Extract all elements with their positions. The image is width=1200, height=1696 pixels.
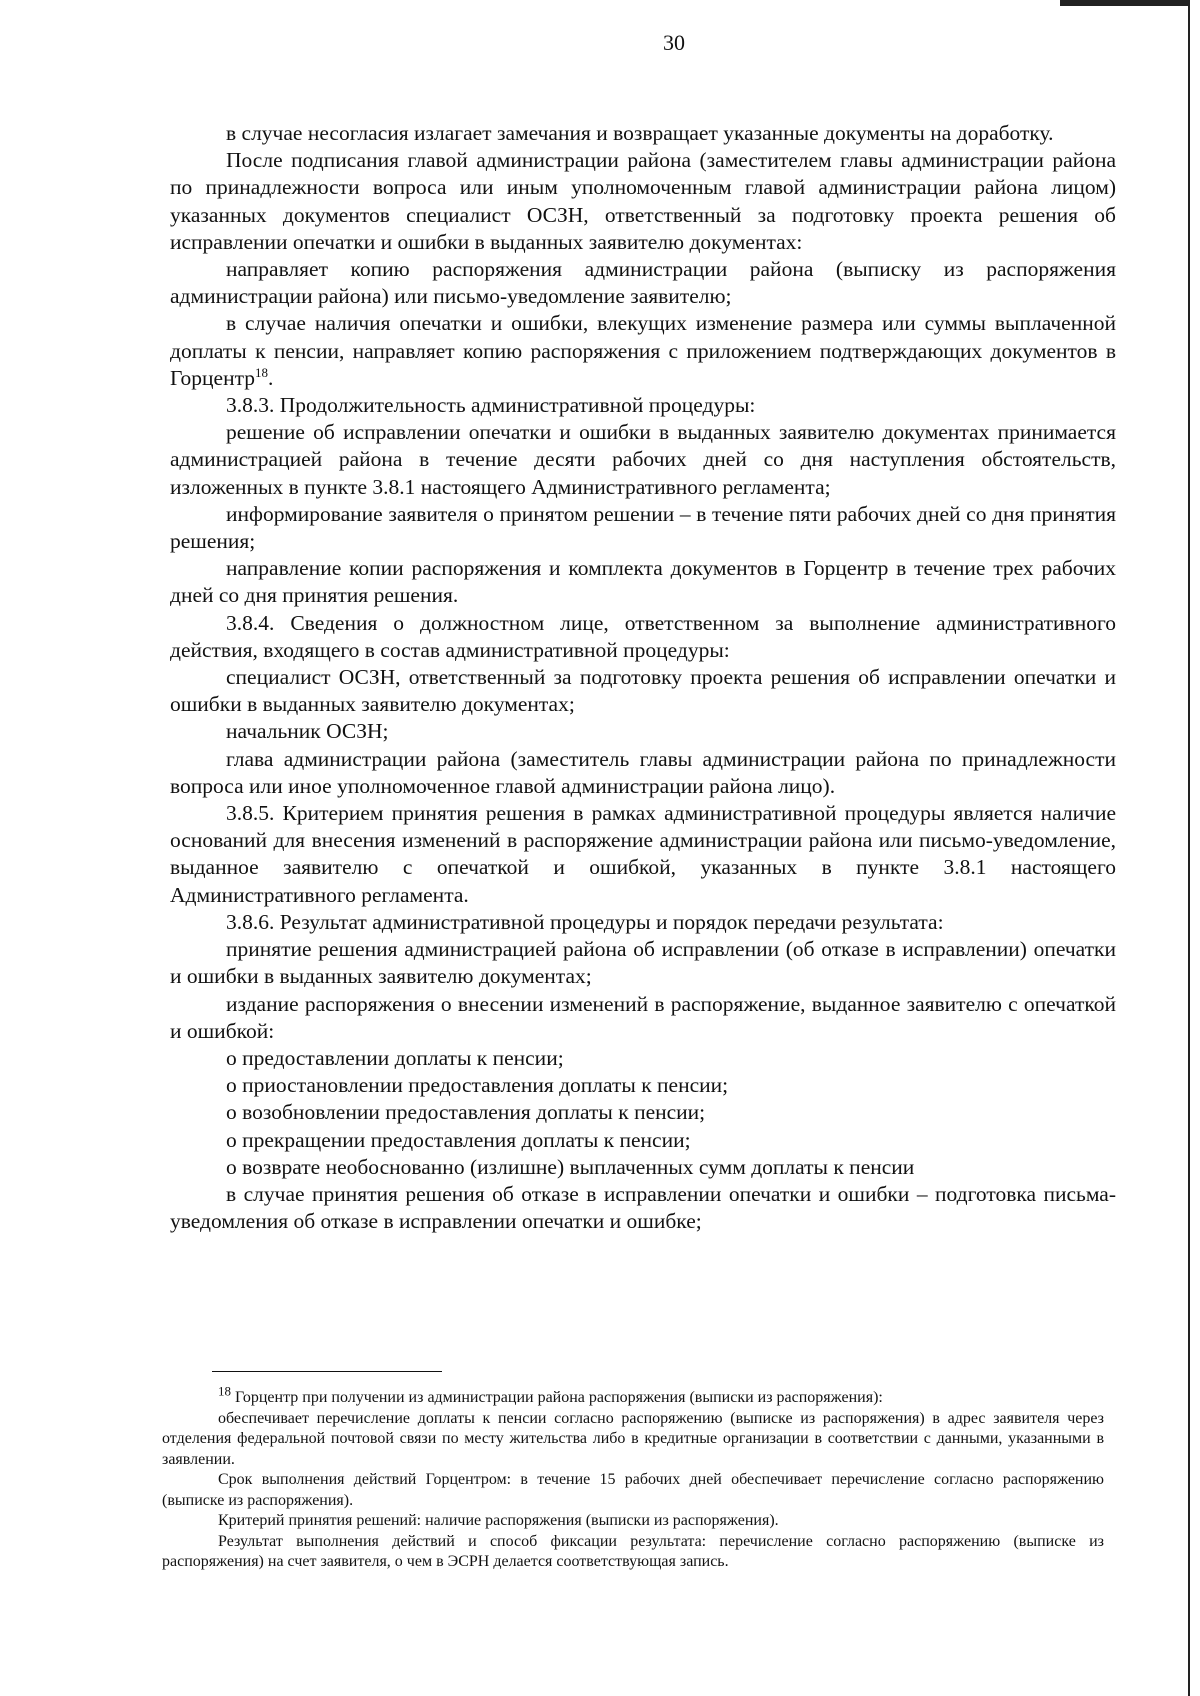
footnote-text: Критерий принятия решений: наличие распоряжения (выписки из распоряжения). (218, 1512, 779, 1529)
paragraph-text: в случае наличия опечатки и ошибки, влекущих изменение размера или суммы выплаченной доплаты к пенсии, направляет копию распоряжения с приложением подтверждающих документов в Горцентр (170, 311, 1116, 390)
footnote-ref: 18 (255, 364, 269, 380)
main-text (170, 120, 1116, 1235)
list-item: о приостановлении предоставления доплаты к пенсии; (226, 1073, 729, 1098)
footnote-text: обеспечивает перечисление доплаты к пенсии согласно распоряжению (выписке из распоряжения) в адрес заявителя через отделения федеральной почтовой связи по месту жительства либо в кредитные организации в соответствии с данными, указанными в заявлении. (162, 1409, 1104, 1468)
list-item: о прекращении предоставления доплаты к пенсии; (226, 1127, 691, 1152)
paragraph: 3.8.6. Результат административной процедуры и порядок передачи результата: (226, 909, 944, 934)
paragraph: 3.8.4. Сведения о должностном лице, ответственном за выполнение административного действия, входящего в состав административной процедуры: (170, 610, 1116, 662)
footnote-mark: 18 (218, 1383, 231, 1399)
paragraph: начальник ОСЗН; (226, 719, 389, 744)
paragraph: глава администрации района (заместитель главы администрации района по принадлежности вопроса или иное уполномоченное главой администрации района лицо). (170, 746, 1116, 798)
footnote (162, 1383, 1104, 1409)
footnotes (162, 1384, 1104, 1573)
paragraph: специалист ОСЗН, ответственный за подготовку проекта решения об исправлении опечатки и ошибки в выданных заявителю документах; (170, 665, 1116, 717)
scan-edge-top (1060, 0, 1190, 6)
scan-edge (1188, 0, 1190, 1696)
list-item: о возобновлении предоставления доплаты к пенсии; (226, 1100, 706, 1125)
paragraph: направление копии распоряжения и комплекта документов в Горцентр в течение трех рабочих дней со дня принятия решения. (170, 556, 1116, 608)
paragraph-end: . (268, 365, 274, 390)
paragraph: в случае принятия решения об отказе в исправлении опечатки и ошибки – подготовка письма-уведомления об отказе в исправлении опечатки и ошибке; (170, 1181, 1116, 1234)
list-item: о возврате необоснованно (излишне) выплаченных сумм доплаты к пенсии (226, 1154, 915, 1179)
paragraph: информирование заявителя о принятом решении – в течение пяти рабочих дней со дня принятия решения; (170, 501, 1116, 554)
footnote-text: Срок выполнения действий Горцентром: в течение 15 рабочих дней обеспечивает перечисление согласно распоряжению (выписке из распоряжения). (162, 1471, 1104, 1509)
paragraph: 3.8.5. Критерием принятия решения в рамках административной процедуры является наличие оснований для внесения изменений в распоряжение администрации района или письмо-уведомление, выданное заявителю с опечаткой и ошибкой, указанных в пункте 3.8.1 настоящего Административного регламента. (170, 801, 1116, 907)
paragraph: издание распоряжения о внесении изменений в распоряжение, выданное заявителю с опечаткой и ошибкой: (170, 991, 1116, 1043)
page-number: 30 (663, 30, 685, 55)
paragraph: направляет копию распоряжения администрации района (выписку из распоряжения администрации района) или письмо-уведомление заявителю; (170, 257, 1116, 309)
footnote-text: Результат выполнения действий и способ фиксации результата: перечисление согласно распоряжению (выписке из распоряжения) на счет заявителя, о чем в ЭСРН делается соответствующая запись. (162, 1532, 1104, 1570)
paragraph: 3.8.3. Продолжительность административной процедуры: (226, 393, 756, 418)
paragraph: в случае несогласия излагает замечания и возвращает указанные документы на доработку. (226, 121, 1054, 145)
paragraph: решение об исправлении опечатки и ошибки в выданных заявителю документах принимается администрацией района в течение десяти рабочих дней со дня наступления обстоятельств, изложенных в пункте 3.8.1 настоящего Административного регламента; (170, 420, 1116, 499)
paragraph: После подписания главой администрации района (заместителем главы администрации района по принадлежности вопроса или иным уполномоченным главой администрации района лицом) указанных документов специалист ОСЗН, ответственный за подготовку проекта решения об исправлении опечатки и ошибки в выданных заявителю документах: (170, 148, 1116, 254)
paragraph (170, 310, 1116, 392)
paragraph: принятие решения администрацией района об исправлении (об отказе в исправлении) опечатки и ошибки в выданных заявителю документах; (170, 937, 1116, 989)
list-item: о предоставлении доплаты к пенсии; (226, 1045, 564, 1070)
footnote-separator (212, 1371, 442, 1372)
footnote-text: Горцентр при получении из администрации района распоряжения (выписки из распоряжения): (231, 1389, 883, 1406)
